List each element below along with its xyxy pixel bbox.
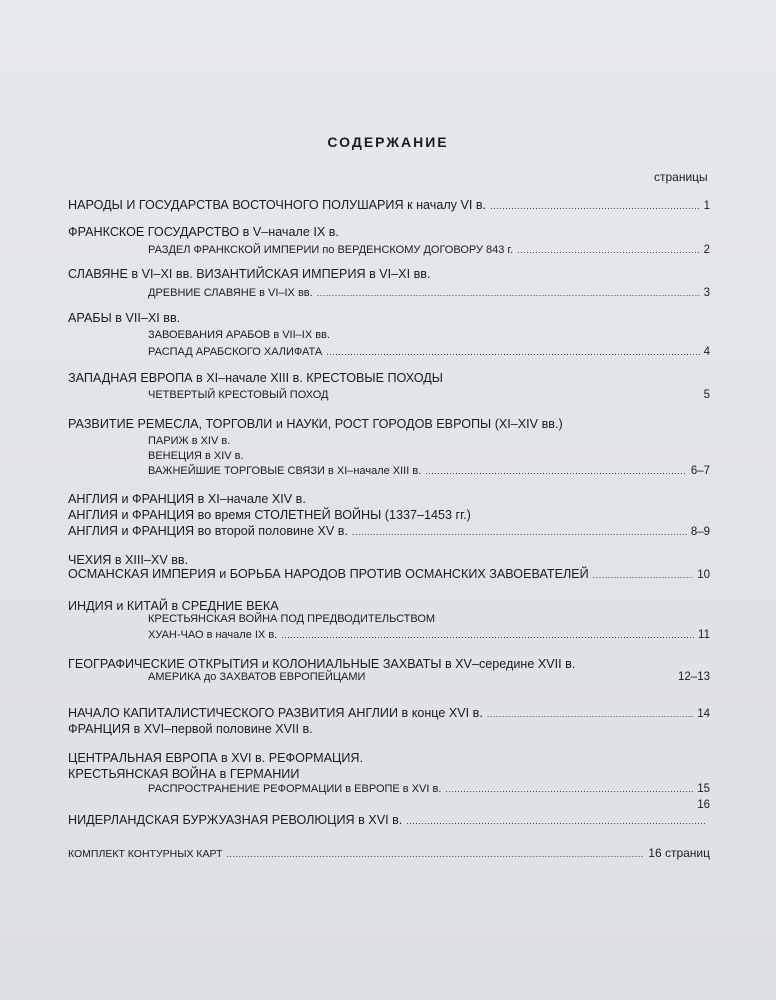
leader-dots bbox=[317, 285, 700, 301]
toc-entry bbox=[148, 387, 710, 403]
toc-entry-title: АРАБЫ в VII–XI вв. bbox=[68, 311, 181, 325]
toc-entry-title: ГЕОГРАФИЧЕСКИЕ ОТКРЫТИЯ и КОЛОНИАЛЬНЫЕ ЗАХВАТЫ в XV–середине XVII в. bbox=[68, 657, 576, 671]
toc-entry bbox=[68, 266, 710, 282]
toc-entry bbox=[68, 491, 710, 507]
toc-entry-title: НИДЕРЛАНДСКАЯ БУРЖУАЗНАЯ РЕВОЛЮЦИЯ в XVI в. bbox=[68, 813, 403, 827]
leader-dots bbox=[593, 567, 694, 583]
toc-entry bbox=[68, 705, 710, 722]
toc-entry-title: ВЕНЕЦИЯ в XIV в. bbox=[148, 450, 244, 462]
toc-entry-title: ПАРИЖ в XIV в. bbox=[148, 435, 231, 447]
toc-entry-page: 16 страниц bbox=[648, 846, 710, 860]
toc-entry-title: КРЕСТЬЯНСКАЯ ВОЙНА ПОД ПРЕДВОДИТЕЛЬСТВОМ bbox=[148, 613, 436, 625]
toc-entry bbox=[148, 344, 710, 360]
toc-entry bbox=[68, 416, 710, 432]
toc-entry bbox=[68, 370, 710, 386]
toc-entry-page: 1 bbox=[703, 200, 710, 212]
toc-entry-page: 10 bbox=[697, 569, 710, 581]
toc-entry-page: 6–7 bbox=[690, 465, 710, 477]
toc-entry-page: 2 bbox=[703, 244, 710, 256]
leader-dots bbox=[425, 463, 687, 479]
toc-entry bbox=[68, 845, 710, 862]
toc-entry-title: ВАЖНЕЙШИЕ ТОРГОВЫЕ СВЯЗИ в XI–начале XIII в. bbox=[148, 465, 422, 477]
leader-dots bbox=[487, 706, 693, 722]
pages-column-label: страницы bbox=[654, 170, 708, 184]
toc-entry bbox=[68, 224, 710, 240]
toc-entry bbox=[68, 566, 710, 583]
toc-entry bbox=[148, 433, 710, 449]
toc-entry-title: НАРОДЫ И ГОСУДАРСТВА ВОСТОЧНОГО ПОЛУШАРИЯ к началу VI в. bbox=[68, 198, 487, 212]
toc-entry-page: 8–9 bbox=[690, 526, 710, 538]
toc-entry-title: ФРАНЦИЯ в XVI–первой половине XVII в. bbox=[68, 722, 313, 736]
toc-entry-title: ДРЕВНИЕ СЛАВЯНЕ в VI–IX вв. bbox=[148, 287, 313, 299]
toc-entry bbox=[68, 197, 710, 214]
toc-entry bbox=[68, 797, 710, 813]
leader-dots bbox=[406, 813, 706, 829]
toc-entry bbox=[68, 507, 710, 523]
toc-entry-page: 15 bbox=[697, 783, 710, 795]
toc-entry-title: ЗАВОЕВАНИЯ АРАБОВ в VII–IX вв. bbox=[148, 329, 330, 341]
toc-entry-title: РАЗДЕЛ ФРАНКСКОЙ ИМПЕРИИ по ВЕРДЕНСКОМУ ДОГОВОРУ 843 г. bbox=[148, 244, 514, 256]
toc-entry-title: АНГЛИЯ и ФРАНЦИЯ во время СТОЛЕТНЕЙ ВОЙНЫ (1337–1453 гг.) bbox=[68, 508, 471, 522]
toc-entry-page: 11 bbox=[698, 629, 710, 641]
leader-dots bbox=[281, 627, 694, 643]
toc-entry-page: 12–13 bbox=[678, 671, 710, 683]
toc-entry bbox=[148, 327, 710, 343]
toc-entry bbox=[148, 669, 710, 685]
toc-entry-title: СЛАВЯНЕ в VI–XI вв. ВИЗАНТИЙСКАЯ ИМПЕРИЯ в VI–XI вв. bbox=[68, 267, 431, 281]
leader-dots bbox=[227, 846, 645, 862]
toc-entry-title: ХУАН-ЧАО в начале IX в. bbox=[148, 629, 278, 641]
contents-title: СОДЕРЖАНИЕ bbox=[327, 134, 449, 150]
leader-dots bbox=[445, 781, 693, 797]
toc-entry-title: АМЕРИКА до ЗАХВАТОВ ЕВРОПЕЙЦАМИ bbox=[148, 671, 366, 683]
leader-dots bbox=[490, 198, 700, 214]
toc-entry bbox=[148, 285, 710, 301]
toc-entry bbox=[68, 310, 710, 326]
toc-entry-title: ЧЕТВЕРТЫЙ КРЕСТОВЫЙ ПОХОД bbox=[148, 389, 329, 401]
toc-entry bbox=[68, 812, 710, 829]
toc-entry bbox=[68, 766, 710, 782]
toc-entry-page: 3 bbox=[703, 287, 710, 299]
leader-dots bbox=[326, 344, 699, 360]
toc-entry-title: АНГЛИЯ и ФРАНЦИЯ в XI–начале XIV в. bbox=[68, 492, 306, 506]
toc-entry-title: РАСПРОСТРАНЕНИЕ РЕФОРМАЦИИ в ЕВРОПЕ в XVI в. bbox=[148, 783, 442, 795]
toc-entry bbox=[148, 781, 710, 797]
toc-entry bbox=[68, 523, 710, 540]
toc-entry-title: АНГЛИЯ и ФРАНЦИЯ во второй половине XV в. bbox=[68, 524, 348, 538]
toc-entry-title: ЦЕНТРАЛЬНАЯ ЕВРОПА в XVI в. РЕФОРМАЦИЯ. bbox=[68, 751, 363, 765]
toc-entry bbox=[68, 721, 710, 737]
toc-entry-page: 4 bbox=[703, 346, 710, 358]
toc-entry-title: КОМПЛЕКТ КОНТУРНЫХ КАРТ bbox=[68, 848, 223, 860]
toc-entry-title: ЧЕХИЯ в XIII–XV вв. bbox=[68, 553, 189, 567]
toc-entry bbox=[148, 242, 710, 258]
toc-entry bbox=[148, 463, 710, 479]
toc-entry-title: РАСПАД АРАБСКОГО ХАЛИФАТА bbox=[148, 346, 323, 358]
toc-entry bbox=[68, 750, 710, 766]
toc-entry-title: НАЧАЛО КАПИТАЛИСТИЧЕСКОГО РАЗВИТИЯ АНГЛИИ в конце XVI в. bbox=[68, 706, 483, 720]
toc-entry-page: 14 bbox=[697, 708, 710, 720]
toc-entry-page: 5 bbox=[703, 389, 710, 401]
toc-entry-title: КРЕСТЬЯНСКАЯ ВОЙНА в ГЕРМАНИИ bbox=[68, 767, 300, 781]
toc-entry bbox=[148, 627, 710, 643]
toc-entry-title: ИНДИЯ и КИТАЙ в СРЕДНИЕ ВЕКА bbox=[68, 599, 279, 613]
toc-entry-page: 16 bbox=[697, 799, 710, 811]
toc-entry-title: ФРАНКСКОЕ ГОСУДАРСТВО в V–начале IX в. bbox=[68, 225, 339, 239]
leader-dots bbox=[517, 242, 699, 258]
toc-entry-title: ЗАПАДНАЯ ЕВРОПА в XI–начале XIII в. КРЕСТОВЫЕ ПОХОДЫ bbox=[68, 371, 443, 385]
toc-entry-title: РАЗВИТИЕ РЕМЕСЛА, ТОРГОВЛИ и НАУКИ, РОСТ ГОРОДОВ ЕВРОПЫ (XI–XIV вв.) bbox=[68, 417, 563, 431]
toc-entry bbox=[148, 611, 710, 627]
leader-dots bbox=[352, 524, 687, 540]
toc-entry bbox=[148, 448, 710, 464]
toc-entry-title: ОСМАНСКАЯ ИМПЕРИЯ и БОРЬБА НАРОДОВ ПРОТИВ ОСМАНСКИХ ЗАВОЕВАТЕЛЕЙ bbox=[68, 567, 589, 581]
